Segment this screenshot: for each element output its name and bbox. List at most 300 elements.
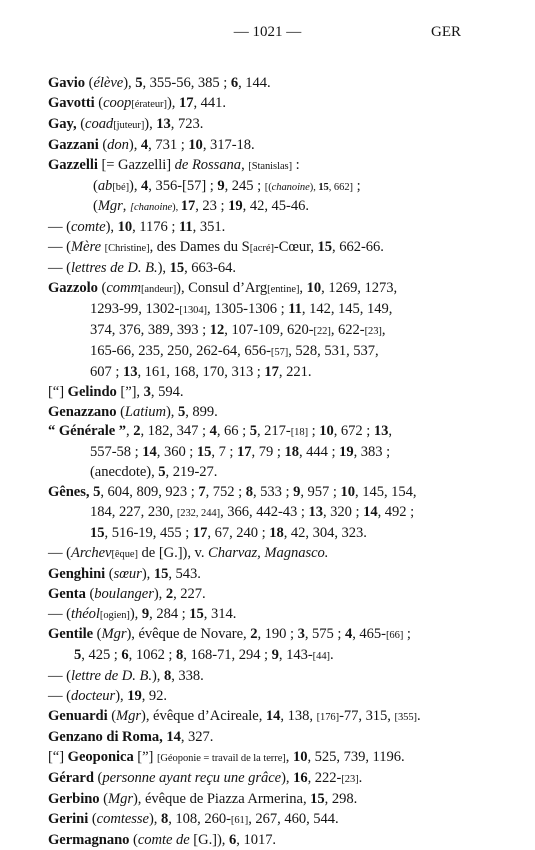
volume-number: 17 bbox=[237, 444, 252, 461]
entry-text: ), bbox=[128, 136, 141, 153]
entry-text: , bbox=[285, 748, 293, 765]
entry-text: , 752 ; bbox=[205, 484, 246, 501]
volume-number: 12 bbox=[209, 321, 225, 338]
bracket-insert: [61] bbox=[230, 814, 249, 826]
entry-text: ( bbox=[93, 177, 98, 194]
entry-text: , bbox=[126, 423, 134, 440]
entry-text: , 182, 347 ; bbox=[140, 423, 210, 440]
entry-text: — ( bbox=[48, 605, 71, 622]
bracket-insert: [Géoponie = travail de la terre] bbox=[156, 752, 286, 764]
entry-text: , 465- bbox=[352, 626, 386, 643]
entry-text: 557-58 ; bbox=[90, 444, 143, 461]
entry-text: 607 ; bbox=[90, 363, 123, 380]
entry-text: ), bbox=[105, 219, 118, 236]
entry-text: ), bbox=[115, 688, 128, 705]
bracket-insert: [44] bbox=[312, 651, 330, 663]
entry-text: , 622- bbox=[330, 321, 365, 338]
headword: Genzano di Roma, bbox=[48, 729, 163, 745]
italic-text: comtesse bbox=[96, 810, 149, 827]
volume-number: 2 bbox=[250, 626, 258, 643]
volume-number: 11 bbox=[178, 219, 193, 236]
headword: Gazzelli bbox=[48, 156, 98, 173]
index-line bbox=[48, 115, 478, 136]
entry-text: , 1305-1306 ; bbox=[207, 300, 289, 317]
italic-text: Mère bbox=[70, 239, 102, 256]
volume-number: 5 bbox=[93, 484, 101, 501]
bracket-insert: [355] bbox=[394, 712, 418, 724]
entry-text: 1293-99, 1302- bbox=[90, 300, 180, 317]
bracket-insert: [ogien] bbox=[99, 609, 130, 621]
volume-number: 4 bbox=[141, 177, 149, 194]
entry-text: , 1062 ; bbox=[128, 647, 177, 664]
bracket-insert: ), bbox=[309, 181, 319, 193]
entry-text: [”], bbox=[116, 383, 144, 400]
entry-text: , 663-64. bbox=[184, 260, 236, 277]
entry-text: , 1017. bbox=[236, 831, 277, 848]
index-line bbox=[48, 363, 478, 383]
index-line bbox=[48, 769, 478, 790]
entry-text: ( bbox=[85, 585, 95, 602]
volume-number: 18 bbox=[284, 444, 299, 461]
italic-text: coop bbox=[103, 94, 132, 111]
entry-text: , 957 ; bbox=[300, 484, 341, 501]
volume-number: 13 bbox=[373, 423, 389, 440]
entry-text: — ( bbox=[48, 668, 71, 685]
volume-number: 14 bbox=[142, 444, 157, 461]
volume-number: 3 bbox=[297, 626, 305, 643]
headword: Geoponica bbox=[67, 748, 134, 765]
volume-number: 4 bbox=[209, 423, 217, 440]
entry-text: , 594. bbox=[150, 383, 184, 400]
entry-text: ), bbox=[165, 403, 178, 420]
index-line bbox=[48, 687, 478, 707]
entry-text: , 284 ; bbox=[149, 605, 190, 622]
entry-text: , 66 ; bbox=[216, 423, 250, 440]
volume-number: 5 bbox=[177, 403, 186, 420]
entry-text: , 444 ; bbox=[298, 444, 340, 461]
page-header bbox=[0, 24, 535, 44]
entry-text: ), bbox=[141, 565, 154, 582]
italic-text: Mgr bbox=[116, 708, 142, 725]
entry-text: , 1176 ; bbox=[132, 219, 179, 236]
entry-text: ), évêque d’Acireale, bbox=[141, 708, 266, 725]
italic-text: comte de bbox=[137, 831, 190, 848]
volume-number: 15 bbox=[153, 565, 169, 582]
volume-number: 8 bbox=[160, 810, 169, 827]
headword: Genuardi bbox=[48, 708, 108, 725]
volume-number: 8 bbox=[163, 668, 172, 685]
headword: Germagnano bbox=[48, 831, 130, 848]
entry-text: , 219-27. bbox=[165, 464, 218, 481]
volume-number: 15 bbox=[196, 444, 212, 461]
italic-text: Mgr bbox=[107, 790, 133, 807]
entry-text: , 533 ; bbox=[252, 484, 294, 501]
volume-number: 17 bbox=[180, 198, 196, 215]
entry-text: -Cœur, bbox=[273, 239, 318, 256]
entry-text: . bbox=[358, 769, 363, 786]
volume-number: 5 bbox=[135, 75, 143, 91]
entry-text: . bbox=[329, 647, 334, 664]
index-line bbox=[48, 259, 478, 279]
volume-number: 18 bbox=[269, 524, 284, 541]
entry-text: [G.]), bbox=[189, 831, 229, 848]
entry-text: ( bbox=[116, 403, 125, 420]
entry-text: [= Gazzelli] bbox=[97, 156, 175, 173]
volume-number: 10 bbox=[292, 748, 308, 765]
entry-text: , 672 ; bbox=[333, 423, 374, 440]
bracket-insert: 15 bbox=[318, 181, 329, 193]
bracket-insert: [chanoine bbox=[130, 202, 173, 214]
entry-text: ( bbox=[94, 94, 104, 111]
volume-number: 3 bbox=[143, 383, 151, 400]
volume-number: 5 bbox=[74, 647, 82, 664]
bracket-insert: [22] bbox=[313, 325, 331, 337]
entry-text: , 108, 260- bbox=[168, 810, 231, 827]
entry-text: , 92. bbox=[141, 688, 167, 705]
index-line bbox=[48, 646, 478, 667]
headword: Gérard bbox=[48, 769, 94, 786]
entry-text: , 383 ; bbox=[353, 444, 391, 461]
bracket-insert: [érateur] bbox=[131, 98, 167, 110]
headword: Gavotti bbox=[48, 94, 95, 111]
entry-text: ), bbox=[148, 810, 161, 827]
index-line bbox=[48, 605, 478, 626]
volume-number: 10 bbox=[319, 423, 334, 440]
volume-number: 13 bbox=[122, 363, 138, 380]
headword: Gay, bbox=[48, 115, 77, 132]
entry-text: , 320 ; bbox=[322, 504, 364, 521]
bracket-insert: [êque] bbox=[111, 548, 138, 560]
volume-number: 17 bbox=[264, 363, 279, 380]
index-line bbox=[48, 197, 478, 218]
italic-text: personne ayant reçu une grâce bbox=[102, 769, 282, 786]
entry-text: ( bbox=[93, 626, 102, 643]
index-line bbox=[48, 463, 478, 483]
entry-text: , 7 ; bbox=[211, 444, 238, 461]
volume-number: 14 bbox=[363, 504, 378, 521]
volume-number: 10 bbox=[340, 484, 355, 501]
bracket-insert: [57] bbox=[270, 346, 289, 358]
headword: Gazzani bbox=[48, 136, 99, 153]
entry-text: , 168-71, 294 ; bbox=[183, 647, 272, 664]
entry-text: 165-66, 235, 250, 262-64, 656- bbox=[90, 342, 271, 359]
bracket-insert: [23] bbox=[341, 773, 359, 785]
index-line bbox=[48, 524, 478, 544]
entry-text: , 23 ; bbox=[195, 198, 229, 215]
entry-text: , bbox=[381, 321, 386, 338]
index-line bbox=[48, 218, 478, 238]
volume-number: 19 bbox=[127, 688, 142, 705]
entry-text: de [G.]), v. bbox=[137, 544, 209, 561]
bracket-insert: [( bbox=[264, 181, 272, 193]
italic-text: comte bbox=[70, 219, 106, 236]
page-number: — 1021 — bbox=[233, 24, 302, 40]
headword: Gênes, bbox=[48, 484, 90, 501]
bracket-insert: [bé] bbox=[112, 181, 130, 193]
entry-text: , bbox=[241, 156, 249, 173]
italic-text: comm bbox=[106, 280, 141, 297]
volume-number: 14 bbox=[265, 708, 281, 725]
entry-text: , 79 ; bbox=[251, 444, 285, 461]
bracket-insert: [andeur] bbox=[140, 284, 177, 296]
entry-text: , 899. bbox=[185, 403, 218, 420]
index-line bbox=[48, 156, 478, 177]
entry-text: , 525, 739, 1196. bbox=[307, 748, 405, 765]
entry-text: , bbox=[122, 198, 130, 215]
volume-number: 15 bbox=[90, 524, 105, 541]
entry-text: ; bbox=[352, 177, 361, 194]
italic-text: théol bbox=[70, 605, 100, 622]
entry-text: , 245 ; bbox=[224, 177, 265, 194]
volume-number: 5 bbox=[249, 423, 257, 440]
entry-text: , 1269, 1273, bbox=[321, 280, 398, 297]
italic-text: coad bbox=[85, 115, 114, 132]
volume-number: 11 bbox=[288, 300, 302, 317]
volume-number: 9 bbox=[293, 484, 301, 501]
entry-text: — ( bbox=[48, 239, 71, 256]
index-line bbox=[48, 810, 478, 831]
italic-text: Mgr bbox=[101, 626, 127, 643]
bracket-insert: [acré] bbox=[249, 243, 274, 255]
entry-text: , 190 ; bbox=[257, 626, 298, 643]
italic-text: de Rossana bbox=[174, 156, 242, 173]
entry-text: , 425 ; bbox=[81, 647, 122, 664]
entry-text: ( bbox=[93, 769, 103, 786]
bracket-insert: [18] bbox=[290, 427, 309, 439]
entry-text: — ( bbox=[48, 688, 71, 705]
headword: Gerbino bbox=[48, 790, 100, 807]
entry-text: , 360 ; bbox=[156, 444, 197, 461]
entry-text: ( bbox=[129, 831, 138, 848]
entry-text: , 575 ; bbox=[304, 626, 345, 643]
entry-text: , 144. bbox=[238, 75, 271, 91]
index-line bbox=[48, 728, 478, 748]
index-line bbox=[48, 503, 478, 524]
volume-number: 15 bbox=[189, 605, 204, 622]
volume-number: 15 bbox=[317, 239, 333, 256]
index-line bbox=[48, 667, 478, 687]
entry-text: , 138, bbox=[280, 708, 317, 725]
entry-text: -77, 315, bbox=[339, 708, 395, 725]
entry-text: , 356-[57] ; bbox=[148, 177, 218, 194]
entry-text: , 317-18. bbox=[202, 136, 255, 153]
headword: Gerini bbox=[48, 810, 89, 827]
entry-text: ( bbox=[76, 115, 86, 132]
entry-text: , 217- bbox=[256, 423, 291, 440]
entry-text: , 492 ; bbox=[377, 504, 415, 521]
entry-text: ( bbox=[97, 280, 107, 297]
bracket-insert: ), bbox=[172, 202, 181, 214]
volume-number: 17 bbox=[192, 524, 208, 541]
volume-number: 9 bbox=[141, 605, 150, 622]
italic-text: lettres de D. B. bbox=[70, 260, 158, 277]
entry-text: ), bbox=[151, 668, 164, 685]
entry-text: — ( bbox=[48, 219, 71, 236]
volume-number: 6 bbox=[230, 75, 239, 91]
entry-text: , 142, 145, 149, bbox=[301, 300, 393, 317]
entry-text: , 143- bbox=[278, 647, 313, 664]
entry-text: [“] bbox=[48, 383, 68, 400]
headword: Genta bbox=[48, 585, 86, 602]
index-line bbox=[48, 585, 478, 605]
index-line bbox=[48, 94, 478, 115]
bracket-insert: [Christine] bbox=[104, 243, 150, 255]
entry-text: , 543. bbox=[168, 565, 201, 582]
entry-text: , 314. bbox=[203, 605, 237, 622]
entry-text: ( bbox=[98, 136, 108, 153]
entry-text: , 662-66. bbox=[332, 239, 384, 256]
entry-text: : bbox=[292, 156, 300, 173]
index-line bbox=[48, 625, 478, 646]
entry-text: ), évêque de Piazza Armerina, bbox=[132, 790, 311, 807]
italic-text: sœur bbox=[113, 565, 142, 582]
italic-text: Charvaz, Magnasco. bbox=[208, 544, 329, 561]
index-line bbox=[48, 544, 478, 565]
italic-text: ab bbox=[97, 177, 113, 194]
entry-text: ( bbox=[105, 565, 114, 582]
entry-text: , 42, 304, 323. bbox=[283, 524, 367, 541]
volume-number: 10 bbox=[188, 136, 203, 153]
running-head: GER bbox=[431, 24, 461, 40]
entry-text: ( bbox=[93, 198, 98, 215]
index-line bbox=[48, 74, 478, 94]
volume-number: 9 bbox=[271, 647, 279, 664]
index-line bbox=[48, 707, 478, 728]
headword: Gavio bbox=[48, 75, 86, 91]
entry-text: ), bbox=[153, 585, 166, 602]
bracket-insert: [1304] bbox=[179, 304, 207, 316]
volume-number: 4 bbox=[344, 626, 353, 643]
entry-text: , 161, 168, 170, 313 ; bbox=[137, 363, 265, 380]
entry-text: , 227. bbox=[173, 585, 206, 602]
entry-text: , bbox=[388, 423, 392, 440]
volume-number: 14 bbox=[166, 729, 181, 745]
entry-text: ; bbox=[403, 626, 411, 643]
bracket-insert: [232, 244] bbox=[176, 508, 221, 520]
italic-text: don bbox=[107, 136, 129, 153]
entry-text: , 355-56, 385 ; bbox=[142, 75, 231, 91]
italic-text: boulanger bbox=[94, 585, 154, 602]
volume-number: 5 bbox=[158, 464, 166, 481]
italic-text: Mgr bbox=[97, 198, 123, 215]
bracket-insert: [juteur] bbox=[113, 119, 145, 131]
index-line bbox=[48, 279, 478, 300]
italic-text: Latium bbox=[124, 403, 166, 420]
entry-text: , 222- bbox=[307, 769, 342, 786]
volume-number: 10 bbox=[306, 280, 322, 297]
italic-text: Archev bbox=[70, 544, 112, 561]
volume-number: 8 bbox=[176, 647, 184, 664]
index-line bbox=[48, 238, 478, 259]
bracket-insert: [23] bbox=[364, 325, 382, 337]
entry-text: , 327. bbox=[180, 729, 214, 745]
volume-number: 19 bbox=[339, 444, 354, 461]
volume-number: 13 bbox=[156, 115, 171, 132]
entry-text: ( bbox=[88, 810, 97, 827]
entry-text: [“] bbox=[48, 748, 68, 765]
headword: Gelindo bbox=[67, 383, 117, 400]
index-line bbox=[48, 177, 478, 198]
index-line bbox=[48, 831, 478, 850]
index-line bbox=[48, 565, 478, 585]
entry-text: , bbox=[299, 280, 307, 297]
volume-number: 16 bbox=[293, 769, 308, 786]
entry-text: , 731 ; bbox=[148, 136, 189, 153]
index-entries bbox=[48, 74, 478, 850]
entry-text: ), bbox=[166, 94, 179, 111]
entry-text: 374, 376, 389, 393 ; bbox=[90, 321, 210, 338]
index-line bbox=[48, 321, 478, 342]
index-line bbox=[48, 790, 478, 810]
index-line bbox=[48, 748, 478, 769]
entry-text: , 723. bbox=[170, 115, 204, 132]
entry-text: ), évêque de Novare, bbox=[126, 626, 251, 643]
headword: Gazzolo bbox=[48, 280, 98, 297]
entry-text: , 221. bbox=[278, 363, 312, 380]
volume-number: 10 bbox=[117, 219, 133, 236]
entry-text: , 67, 240 ; bbox=[207, 524, 270, 541]
volume-number: 2 bbox=[165, 585, 174, 602]
index-line bbox=[48, 342, 478, 363]
volume-number: 2 bbox=[133, 423, 141, 440]
entry-text: ), bbox=[129, 605, 142, 622]
bracket-insert: [Stanislas] bbox=[248, 160, 293, 172]
entry-text: ( bbox=[85, 75, 94, 91]
volume-number: 4 bbox=[140, 136, 149, 153]
entry-text: ), Consul d’Arg bbox=[176, 280, 268, 297]
italic-text: élève bbox=[93, 75, 124, 91]
entry-text: — ( bbox=[48, 260, 71, 277]
entry-text: ), bbox=[129, 177, 142, 194]
volume-number: 7 bbox=[198, 484, 206, 501]
headword: Gentile bbox=[48, 626, 94, 643]
entry-text: , 516-19, 455 ; bbox=[104, 524, 193, 541]
bracket-insert: , 662] bbox=[328, 181, 353, 193]
entry-text: — ( bbox=[48, 544, 71, 561]
entry-text: , 145, 154, bbox=[355, 484, 417, 501]
volume-number: 15 bbox=[310, 790, 325, 807]
entry-text: , 298. bbox=[324, 790, 358, 807]
bracket-insert: [176] bbox=[316, 712, 340, 724]
index-line bbox=[48, 483, 478, 503]
volume-number: 8 bbox=[245, 484, 253, 501]
entry-text: [”] bbox=[133, 748, 157, 765]
index-line bbox=[48, 422, 478, 443]
entry-text: ), bbox=[157, 260, 170, 277]
volume-number: 17 bbox=[178, 94, 194, 111]
entry-text: ( bbox=[99, 790, 108, 807]
entry-text: (anecdote), bbox=[90, 464, 159, 481]
volume-number: 6 bbox=[229, 831, 237, 848]
index-line bbox=[48, 383, 478, 403]
entry-text: ; bbox=[308, 423, 320, 440]
italic-text: docteur bbox=[70, 688, 116, 705]
index-line bbox=[48, 403, 478, 423]
entry-text: , 366, 442-43 ; bbox=[220, 504, 309, 521]
volume-number: 19 bbox=[228, 198, 243, 215]
entry-text: ), bbox=[144, 115, 157, 132]
entry-text: . bbox=[417, 708, 421, 725]
index-line bbox=[48, 443, 478, 463]
headword: “ Générale ” bbox=[48, 423, 127, 440]
entry-text: , 528, 531, 537, bbox=[288, 342, 379, 359]
entry-text: , 267, 460, 544. bbox=[248, 810, 339, 827]
index-line bbox=[48, 136, 478, 156]
volume-number: 9 bbox=[217, 177, 225, 194]
entry-text: , 42, 45-46. bbox=[242, 198, 309, 215]
bracket-insert: [entine] bbox=[267, 284, 300, 296]
entry-text: ), bbox=[123, 75, 136, 91]
